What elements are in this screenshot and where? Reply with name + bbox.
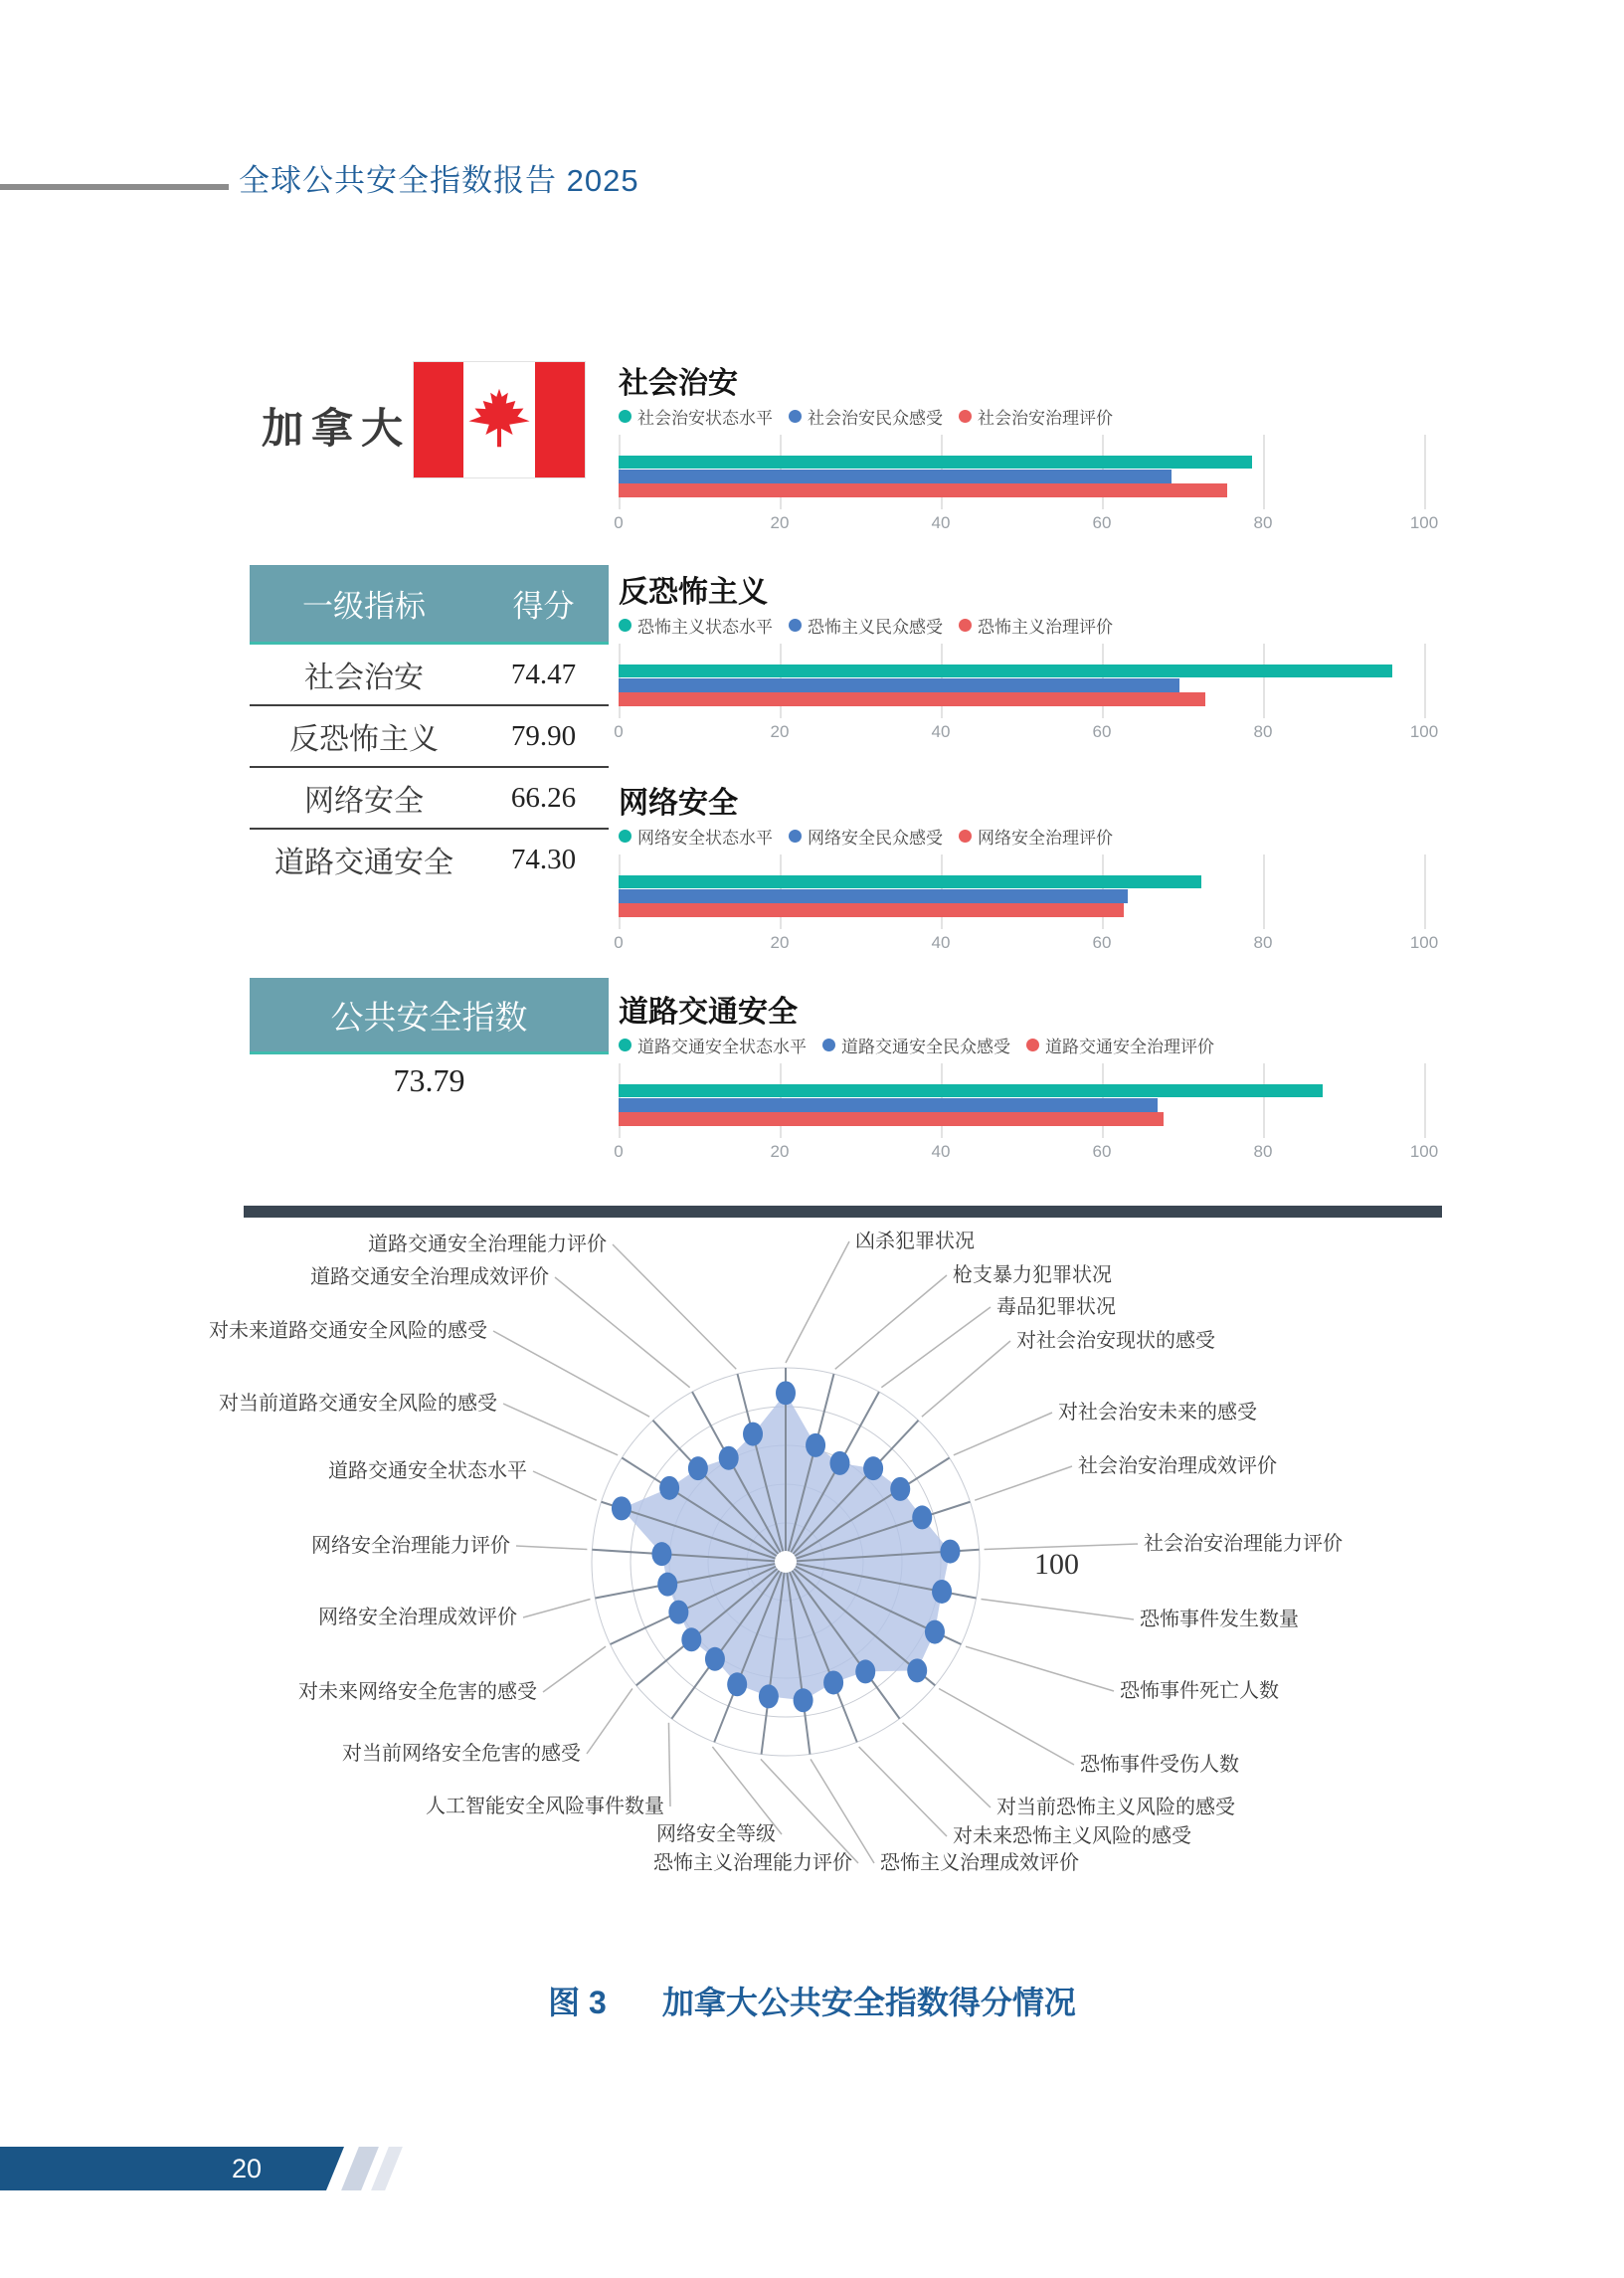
x-axis-tick-label: 20 <box>770 513 790 532</box>
legend-dot-icon <box>619 619 632 632</box>
x-axis-tick-label: 60 <box>1092 722 1112 741</box>
radar-point <box>612 1496 632 1520</box>
canada-flag <box>413 361 586 478</box>
legend-dot-icon <box>959 830 972 843</box>
radar-axis-label: 社会治安治理成效评价 <box>1078 1455 1277 1477</box>
radar-point <box>912 1505 932 1529</box>
bar-社会治安民众感受 <box>619 470 1172 483</box>
gridline <box>1263 854 1265 929</box>
radar-point <box>668 1601 688 1624</box>
radar-point <box>907 1658 927 1682</box>
radar-label-leader <box>811 1759 874 1863</box>
figure-caption-text: 加拿大公共安全指数得分情况 <box>661 1985 1076 2020</box>
x-axis-tick-label: 20 <box>770 722 790 741</box>
legend-item <box>789 824 943 849</box>
legend-dot-icon <box>789 410 802 423</box>
x-axis-ticks <box>614 513 1439 535</box>
gridline <box>1424 435 1426 509</box>
bar-chart-title: 道路交通安全 <box>619 996 798 1029</box>
public-safety-index-header: 公共安全指数 <box>250 978 609 1054</box>
bar-社会治安治理评价 <box>619 483 1227 497</box>
bar-chart-plot-area <box>619 1063 1424 1138</box>
radar-point <box>863 1456 883 1480</box>
bar-chart-2 <box>614 567 1454 756</box>
x-axis-tick-label: 100 <box>1409 513 1439 532</box>
figure-caption <box>0 1978 1624 2023</box>
radar-axis-label: 对未来恐怖主义风险的感受 <box>953 1825 1191 1847</box>
bar-chart-legend <box>619 613 1113 638</box>
legend-dot-icon <box>959 410 972 423</box>
indicator-name: 社会治安 <box>304 662 424 694</box>
x-axis-tick-label: 0 <box>614 933 624 952</box>
maple-leaf-icon <box>465 386 533 454</box>
table-header-score: 得分 <box>512 589 575 624</box>
legend-item <box>789 404 943 429</box>
radar-center-dot <box>775 1551 797 1573</box>
indicator-score: 74.47 <box>510 658 577 690</box>
radar-point <box>829 1451 849 1475</box>
bar-道路交通安全状态水平 <box>619 1084 1323 1097</box>
gridline <box>1424 644 1426 718</box>
x-axis-tick-label: 80 <box>1253 933 1273 952</box>
radar-label-leader <box>533 1471 597 1500</box>
gridline <box>1263 1063 1265 1138</box>
legend-label: 道路交通安全民众感受 <box>841 1038 1010 1056</box>
maple-leaf-shape <box>468 389 529 447</box>
legend-dot-icon <box>619 1039 632 1051</box>
x-axis-tick-label: 60 <box>1092 1142 1112 1161</box>
bar-chart-plot-area <box>619 644 1424 718</box>
radar-label-leader <box>761 1759 858 1863</box>
radar-axis-label: 对当前恐怖主义风险的感受 <box>996 1797 1235 1818</box>
radar-axis-label: 恐怖主义治理成效评价 <box>880 1852 1079 1874</box>
table-row <box>250 706 609 768</box>
bar-chart-legend <box>619 1033 1214 1057</box>
radar-label-leader <box>981 1599 1134 1619</box>
radar-point <box>940 1540 960 1564</box>
x-axis-tick-label: 60 <box>1092 933 1112 952</box>
radar-label-leader <box>523 1599 591 1617</box>
x-axis-tick-label: 0 <box>614 1142 624 1161</box>
legend-label: 社会治安状态水平 <box>637 409 773 428</box>
radar-point <box>743 1423 763 1446</box>
legend-item <box>822 1033 1010 1057</box>
radar-point <box>705 1647 725 1671</box>
bar-chart-1 <box>614 358 1454 547</box>
indicator-score: 79.90 <box>510 719 577 752</box>
bar-恐怖主义状态水平 <box>619 664 1392 677</box>
x-axis-tick-label: 100 <box>1409 1142 1439 1161</box>
x-axis-tick-label: 40 <box>931 722 951 741</box>
radar-label-leader <box>859 1747 947 1836</box>
legend-item <box>619 824 773 849</box>
bar-chart-title: 社会治安 <box>619 367 738 400</box>
legend-item <box>959 613 1113 638</box>
header-rule <box>0 184 229 190</box>
legend-item <box>619 613 773 638</box>
radar-point <box>806 1433 825 1457</box>
radar-point <box>759 1684 779 1708</box>
radar-label-leader <box>493 1331 649 1417</box>
bar-chart-legend <box>619 824 1113 849</box>
legend-dot-icon <box>959 619 972 632</box>
legend-label: 恐怖主义状态水平 <box>637 618 773 637</box>
bar-网络安全治理评价 <box>619 903 1124 917</box>
radar-axis-label: 恐怖事件发生数量 <box>1140 1609 1299 1630</box>
radar-label-leader <box>613 1244 736 1369</box>
gridline <box>1424 1063 1426 1138</box>
radar-axis-label: 对社会治安未来的感受 <box>1058 1402 1257 1424</box>
bar-网络安全民众感受 <box>619 889 1128 903</box>
radar-point <box>688 1456 708 1480</box>
legend-item <box>789 613 943 638</box>
legend-label: 道路交通安全治理评价 <box>1045 1038 1214 1056</box>
radar-axis-label: 网络安全等级 <box>656 1823 776 1845</box>
x-axis-tick-label: 0 <box>614 722 624 741</box>
bar-chart-4 <box>614 987 1454 1176</box>
radar-axis-label: 毒品犯罪状况 <box>996 1296 1116 1318</box>
indicator-score: 74.30 <box>510 843 577 875</box>
radar-axis-label: 凶杀犯罪状况 <box>855 1231 975 1252</box>
legend-dot-icon <box>789 619 802 632</box>
radar-label-leader <box>712 1747 782 1834</box>
radar-point <box>776 1381 796 1405</box>
bar-社会治安状态水平 <box>619 456 1252 469</box>
radar-label-leader <box>922 1341 1010 1417</box>
radar-axis-label: 人工智能安全风险事件数量 <box>426 1796 664 1817</box>
report-title: 全球公共安全指数报告 2025 <box>239 163 639 198</box>
x-axis-tick-label: 80 <box>1253 513 1273 532</box>
radar-axis-label: 恐怖事件受伤人数 <box>1080 1754 1239 1776</box>
table-row <box>250 830 609 889</box>
legend-label: 道路交通安全状态水平 <box>637 1038 807 1056</box>
indicator-score: 66.26 <box>510 781 577 814</box>
flag-white-band <box>463 362 535 477</box>
radar-axis-label: 道路交通安全治理能力评价 <box>368 1234 607 1255</box>
legend-label: 恐怖主义治理评价 <box>978 618 1113 637</box>
radar-point <box>925 1620 945 1644</box>
radar-label-leader <box>966 1646 1114 1691</box>
bar-chart-title: 网络安全 <box>619 787 738 820</box>
radar-axis-label: 道路交通安全状态水平 <box>328 1460 527 1482</box>
radar-point <box>657 1573 677 1597</box>
gridline <box>1263 644 1265 718</box>
indicator-name: 反恐怖主义 <box>289 723 439 756</box>
radar-label-leader <box>587 1688 632 1754</box>
x-axis-tick-label: 100 <box>1409 722 1439 741</box>
indicator-name: 网络安全 <box>304 785 424 818</box>
x-axis-tick-label: 80 <box>1253 1142 1273 1161</box>
bar-chart-title: 反恐怖主义 <box>619 576 768 609</box>
x-axis-ticks <box>614 1142 1439 1164</box>
footer-bar <box>0 2147 344 2190</box>
table-header-indicator: 一级指标 <box>302 589 426 624</box>
x-axis-tick-label: 100 <box>1409 933 1439 952</box>
bar-网络安全状态水平 <box>619 875 1201 888</box>
x-axis-ticks <box>614 722 1439 744</box>
legend-dot-icon <box>619 830 632 843</box>
radar-point <box>651 1542 671 1566</box>
bar-恐怖主义治理评价 <box>619 692 1205 706</box>
public-safety-index-score: 73.79 <box>393 1062 465 1098</box>
radar-point <box>681 1627 701 1651</box>
radar-axis-label: 对未来网络安全危害的感受 <box>298 1681 537 1703</box>
radar-label-leader <box>954 1413 1052 1455</box>
radar-label-leader <box>668 1723 670 1806</box>
legend-label: 恐怖主义民众感受 <box>808 618 943 637</box>
radar-axis-label: 网络安全治理成效评价 <box>318 1607 517 1628</box>
x-axis-tick-label: 20 <box>770 1142 790 1161</box>
figure-caption-prefix: 图 3 <box>548 1985 607 2020</box>
radar-label-leader <box>786 1241 849 1363</box>
radar-point <box>823 1670 843 1694</box>
radar-point <box>855 1659 875 1683</box>
radar-label-leader <box>939 1688 1074 1765</box>
legend-label: 网络安全状态水平 <box>637 829 773 848</box>
radar-axis-label: 网络安全治理能力评价 <box>311 1535 510 1557</box>
legend-label: 网络安全治理评价 <box>978 829 1113 848</box>
radar-point <box>719 1446 739 1470</box>
legend-item <box>959 404 1113 429</box>
radar-label-leader <box>881 1307 991 1388</box>
page-number: 20 <box>232 2154 263 2183</box>
radar-point <box>890 1477 910 1501</box>
bar-道路交通安全民众感受 <box>619 1098 1158 1112</box>
x-axis-tick-label: 20 <box>770 933 790 952</box>
bar-chart-plot-area <box>619 854 1424 929</box>
x-axis-tick-label: 80 <box>1253 722 1273 741</box>
bar-chart-3 <box>614 778 1454 967</box>
radar-max-label: 100 <box>1034 1548 1079 1581</box>
x-axis-tick-label: 0 <box>614 513 624 532</box>
legend-item <box>619 1033 807 1057</box>
radar-axis-label: 社会治安治理能力评价 <box>1144 1533 1343 1555</box>
gridline <box>1263 435 1265 509</box>
bar-恐怖主义民众感受 <box>619 678 1179 692</box>
table-row <box>250 768 609 830</box>
legend-dot-icon <box>789 830 802 843</box>
radar-label-leader <box>835 1275 947 1369</box>
radar-axis-label: 恐怖主义治理能力评价 <box>653 1852 852 1874</box>
legend-dot-icon <box>822 1039 835 1051</box>
score-table-body <box>250 645 609 889</box>
radar-point <box>794 1688 813 1712</box>
radar-axis-label: 恐怖事件死亡人数 <box>1120 1680 1279 1702</box>
radar-label-leader <box>555 1277 690 1388</box>
radar-label-leader <box>975 1466 1072 1500</box>
table-row <box>250 645 609 706</box>
bar-道路交通安全治理评价 <box>619 1112 1164 1126</box>
legend-label: 社会治安民众感受 <box>808 409 943 428</box>
radar-label-leader <box>516 1546 587 1549</box>
radar-label-leader <box>543 1646 606 1692</box>
legend-item <box>619 404 773 429</box>
flag-red-band-right <box>535 362 585 477</box>
flag-red-band-left <box>414 362 463 477</box>
legend-item <box>959 824 1113 849</box>
country-name: 加拿大 <box>262 405 412 452</box>
radar-axis-label: 道路交通安全治理成效评价 <box>310 1266 549 1288</box>
bar-chart-plot-area <box>619 435 1424 509</box>
radar-axis-label: 对未来道路交通安全风险的感受 <box>209 1320 487 1342</box>
gridline <box>1424 854 1426 929</box>
radar-axis-label: 对当前道路交通安全风险的感受 <box>219 1393 497 1415</box>
x-axis-tick-label: 40 <box>931 933 951 952</box>
radar-point <box>727 1672 747 1696</box>
x-axis-tick-label: 60 <box>1092 513 1112 532</box>
legend-label: 网络安全民众感受 <box>808 829 943 848</box>
bar-chart-legend <box>619 404 1113 429</box>
indicator-name: 道路交通安全 <box>274 847 453 879</box>
radar-point <box>932 1580 952 1604</box>
radar-label-leader <box>903 1723 991 1807</box>
x-axis-tick-label: 40 <box>931 513 951 532</box>
legend-dot-icon <box>619 410 632 423</box>
radar-chart <box>179 1214 1462 1940</box>
score-table-header <box>250 565 609 645</box>
radar-axis-label: 枪支暴力犯罪状况 <box>953 1264 1112 1286</box>
legend-item <box>1026 1033 1214 1057</box>
legend-dot-icon <box>1026 1039 1039 1051</box>
x-axis-tick-label: 40 <box>931 1142 951 1161</box>
radar-axis-label: 对当前网络安全危害的感受 <box>342 1743 581 1765</box>
x-axis-ticks <box>614 933 1439 955</box>
legend-label: 社会治安治理评价 <box>978 409 1113 428</box>
radar-point <box>659 1476 679 1500</box>
radar-label-leader <box>503 1404 618 1455</box>
radar-axis-label: 对社会治安现状的感受 <box>1016 1330 1215 1352</box>
